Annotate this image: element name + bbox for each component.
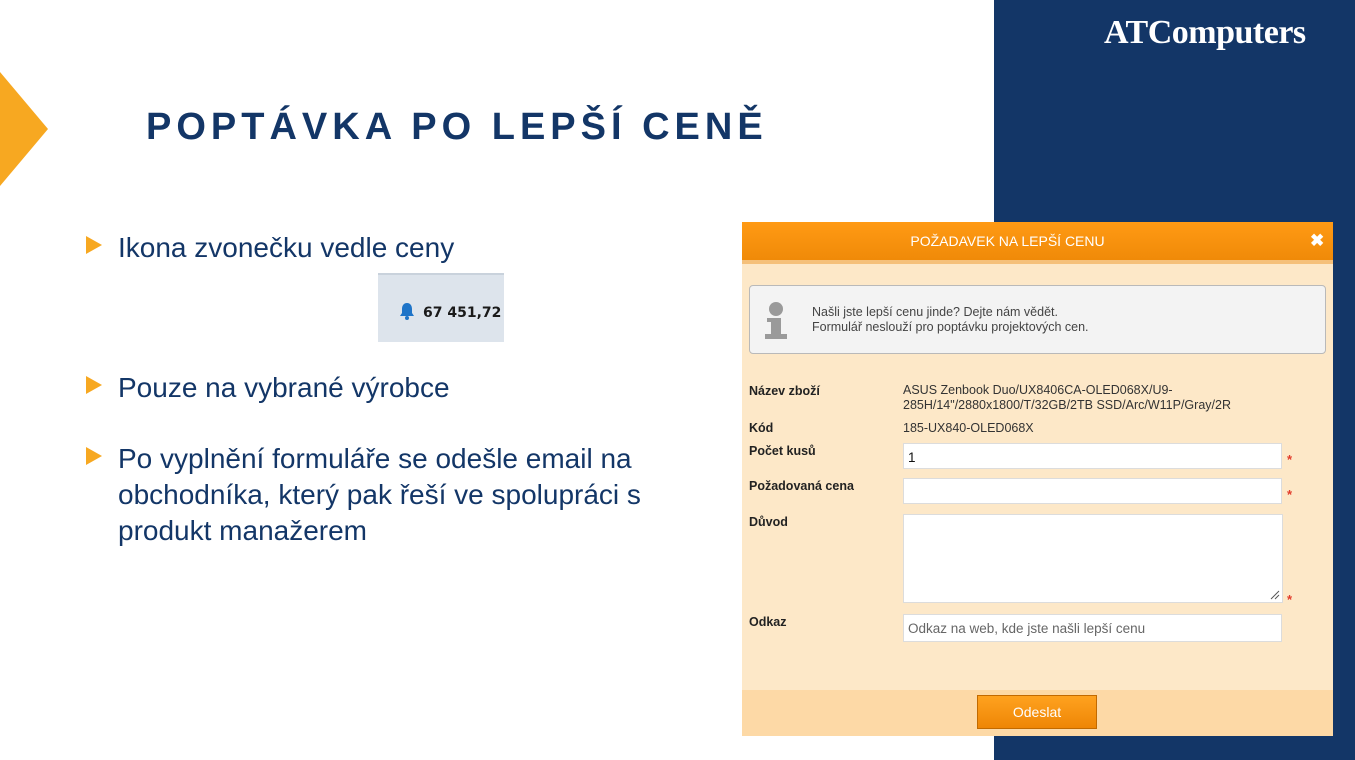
info-text-line: Formulář neslouží pro poptávku projektových cen.: [812, 320, 1089, 334]
product-name-label: Název zboží: [749, 384, 820, 398]
reason-label: Důvod: [749, 515, 788, 529]
quantity-input[interactable]: 1: [903, 443, 1282, 469]
better-price-dialog: [742, 222, 1333, 736]
bullet-text: Pouze na vybrané výrobce: [118, 372, 450, 403]
link-label: Odkaz: [749, 615, 787, 629]
required-mark: *: [1287, 487, 1293, 502]
dialog-footer: [742, 690, 1333, 736]
bell-icon: [399, 302, 415, 320]
slide-title: POPTÁVKA PO LEPŠÍ CENĚ: [146, 106, 768, 148]
required-mark: *: [1287, 452, 1293, 467]
quantity-label: Počet kusů: [749, 444, 816, 458]
dialog-title: POŽADAVEK NA LEPŠÍ CENU: [910, 233, 1105, 249]
bullet-arrow-icon: [86, 236, 102, 254]
price-sample: [378, 273, 504, 342]
code-value: 185-UX840-OLED068X: [903, 421, 1034, 435]
price-value: 67 451,72: [423, 305, 502, 321]
code-label: Kód: [749, 421, 774, 435]
bullet-text: Ikona zvonečku vedle ceny: [118, 232, 455, 263]
close-icon[interactable]: ✖: [1310, 231, 1325, 250]
brand-logo: ATComputers: [1104, 14, 1306, 51]
info-box: [749, 285, 1326, 354]
bullet-arrow-icon: [86, 376, 102, 394]
resize-grip-icon[interactable]: [1270, 590, 1280, 600]
info-person-icon: [762, 302, 790, 340]
submit-button[interactable]: Odeslat: [977, 695, 1097, 729]
chevron-decoration: [0, 72, 48, 186]
dialog-header: [742, 222, 1333, 264]
requested-price-input[interactable]: [903, 478, 1282, 504]
requested-price-label: Požadovaná cena: [749, 479, 854, 493]
required-mark: *: [1287, 592, 1293, 607]
bullet-text: Po vyplnění formuláře se odešle email na obchodníka, který pak řeší ve spolupráci s produkt manažerem: [118, 443, 641, 546]
reason-textarea[interactable]: [903, 514, 1283, 603]
info-text-line: Našli jste lepší cenu jinde? Dejte nám vědět.: [812, 305, 1058, 319]
link-input[interactable]: Odkaz na web, kde jste našli lepší cenu: [903, 614, 1282, 642]
product-name-value: ASUS Zenbook Duo/UX8406CA-OLED068X/U9-285H/14"/2880x1800/T/32GB/2TB SSD/Arc/W11P/Gray/2R: [903, 383, 1231, 412]
bullet-arrow-icon: [86, 447, 102, 465]
